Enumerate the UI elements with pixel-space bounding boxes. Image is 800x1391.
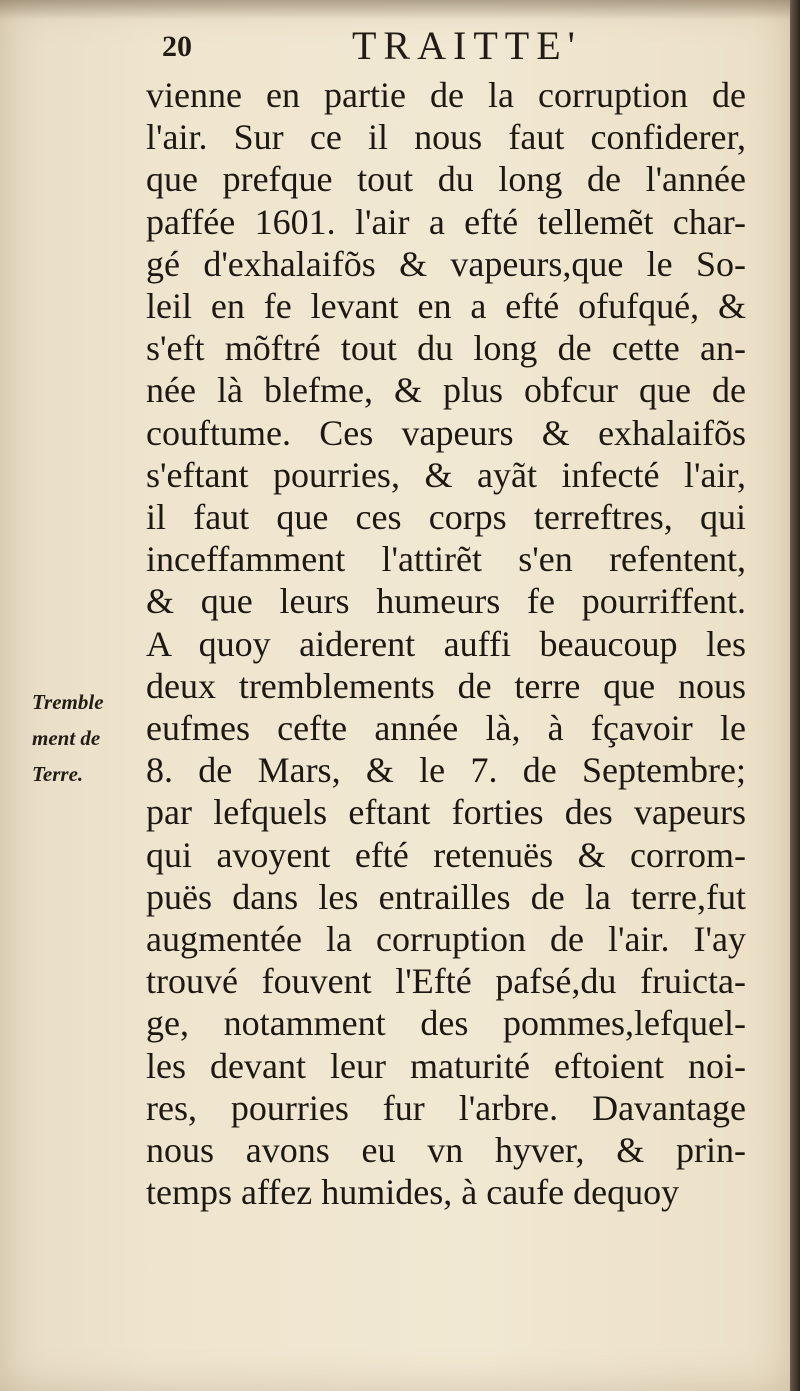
- text-line: res, pourries fur l'arbre. Davantage: [146, 1087, 746, 1128]
- text-line: ge, notamment des pommes,lefquel-: [146, 1003, 746, 1044]
- text-line: s'eftant pourries, & ayãt infecté l'air,: [146, 454, 746, 495]
- text-line: née là blefme, & plus obfcur que de: [146, 370, 746, 411]
- text-line: deux tremblements de terre que nous: [146, 665, 746, 706]
- text-line: trouvé fouvent l'Efté pafsé,du fruicta-: [146, 961, 746, 1002]
- text-line: vienne en partie de la corruption de: [146, 75, 746, 115]
- text-line: leil en fe levant en a efté ofufqué, &: [146, 286, 746, 327]
- text-line: il faut que ces corps terreftres, qui: [146, 497, 746, 538]
- text-line: & que leurs humeurs fe pourriffent.: [146, 581, 746, 622]
- text-line: s'eft mõftré tout du long de cette an-: [146, 328, 746, 369]
- page-edge: [790, 0, 800, 1391]
- page-header: [162, 22, 742, 70]
- body-text: [146, 74, 746, 1213]
- text-line: l'air. Sur ce il nous faut confiderer,: [146, 117, 746, 158]
- margin-note: [32, 684, 142, 792]
- text-line: qui avoyent efté retenuës & corrom-: [146, 834, 746, 875]
- text-line: A quoy aiderent auffi beaucoup les: [146, 623, 746, 664]
- text-line: augmentée la corruption de l'air. I'ay: [146, 919, 746, 960]
- text-line: inceffamment l'attirẽt s'en refentent,: [146, 539, 746, 580]
- text-line: par lefquels eftant forties des vapeurs: [146, 792, 746, 833]
- text-line: couftume. Ces vapeurs & exhalaifõs: [146, 412, 746, 453]
- margin-note-line: Terre.: [32, 762, 84, 786]
- text-line: paffée 1601. l'air a efté tellemẽt char-: [146, 201, 746, 242]
- text-line: nous avons eu vn hyver, & prin-: [146, 1130, 746, 1171]
- text-line: puës dans les entrailles de la terre,fut: [146, 876, 746, 917]
- text-line: temps affez humides, à caufe dequoy: [146, 1172, 680, 1213]
- text-line: 8. de Mars, & le 7. de Septembre;: [146, 750, 746, 791]
- text-line: gé d'exhalaifõs & vapeurs,que le So-: [146, 243, 746, 284]
- page-number: 20: [162, 30, 192, 63]
- margin-note-line: Tremble: [32, 690, 104, 714]
- text-line: que prefque tout du long de l'année: [146, 159, 746, 200]
- text-line: les devant leur maturité eftoient noi-: [146, 1045, 746, 1086]
- text-line: eufmes cefte année là, à fçavoir le: [146, 708, 746, 749]
- margin-note-line: ment de: [32, 726, 101, 750]
- running-title: TRAITTE': [352, 23, 582, 68]
